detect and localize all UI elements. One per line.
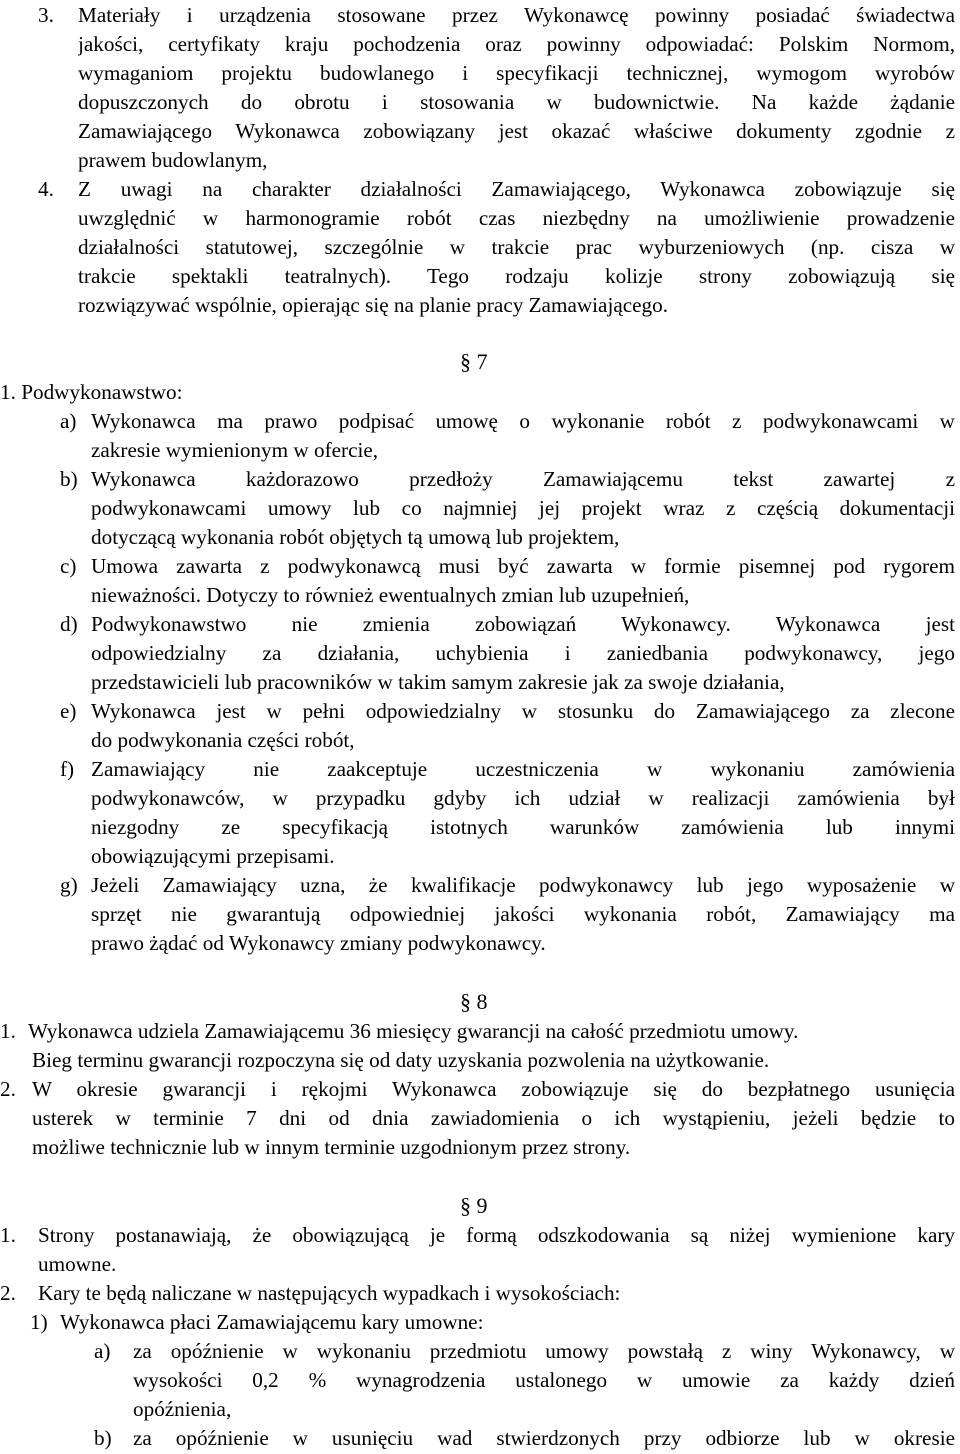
item-text-line: odpowiedzialny za działania, uchybienia i zaniedbania podwykonawcy, jego bbox=[91, 641, 955, 665]
item-text-line: wysokości 0,2 % wynagrodzenia ustalonego w umowie za każdy dzień bbox=[133, 1368, 955, 1392]
item-text-line: Materiały i urządzenia stosowane przez Wykonawcę powinny posiadać świadectwa bbox=[78, 3, 955, 27]
item-text-line: za opóźnienie w wykonaniu przedmiotu umowy powstałą z winy Wykonawcy, w bbox=[133, 1339, 955, 1363]
item-text-line: prawem budowlanym, bbox=[78, 148, 268, 172]
item-number: f) bbox=[60, 757, 75, 781]
item-text-line: podwykonawcami umowy lub co najmniej jej projekt wraz z częścią dokumentacji bbox=[91, 496, 955, 520]
item-number: e) bbox=[60, 699, 77, 723]
item-number: 1. bbox=[0, 1223, 16, 1247]
item-text-line: Podwykonawstwo nie zmienia zobowiązań Wykonawcy. Wykonawca jest bbox=[91, 612, 955, 636]
item-text-line: zakresie wymienionym w ofercie, bbox=[91, 438, 379, 462]
item-text-line: przedstawicieli lub pracowników w takim samym zakresie jak za swoje działania, bbox=[91, 670, 785, 694]
item-text-line: do podwykonania części robót, bbox=[91, 728, 355, 752]
item-number: g) bbox=[60, 873, 78, 897]
item-text-line: Wykonawca każdorazowo przedłoży Zamawiającemu tekst zawartej z bbox=[91, 467, 955, 491]
item-text-line: Bieg terminu gwarancji rozpoczyna się od daty uzyskania pozwolenia na użytkowanie. bbox=[32, 1048, 770, 1072]
item-text-line: Wykonawca płaci Zamawiającemu kary umowne: bbox=[60, 1310, 484, 1334]
item-text-line: za opóźnienie w usunięciu wad stwierdzonych przy odbiorze lub w okresie bbox=[133, 1426, 955, 1450]
section-intro: 1. Podwykonawstwo: bbox=[0, 380, 183, 404]
item-number: a) bbox=[94, 1339, 111, 1363]
item-text-line: Wykonawca jest w pełni odpowiedzialny w stosunku do Zamawiającego za zlecone bbox=[91, 699, 955, 723]
section-heading: § 9 bbox=[460, 1193, 488, 1218]
item-text-line: Kary te będą naliczane w następujących wypadkach i wysokościach: bbox=[38, 1281, 621, 1305]
section-heading: § 8 bbox=[460, 989, 488, 1014]
item-number: 1) bbox=[30, 1310, 48, 1334]
item-number: b) bbox=[94, 1426, 112, 1450]
item-text-line: usterek w terminie 7 dni od dnia zawiadomienia o ich wystąpieniu, jeżeli będzie to bbox=[32, 1106, 955, 1130]
item-text-line: podwykonawców, w przypadku gdyby ich udział w realizacji zamówienia był bbox=[91, 786, 955, 810]
item-text-line: Z uwagi na charakter działalności Zamawiającego, Wykonawca zobowiązuje się bbox=[78, 177, 955, 201]
item-text-line: rozwiązywać wspólnie, opierając się na planie pracy Zamawiającego. bbox=[78, 293, 669, 317]
item-text-line: Strony postanawiają, że obowiązującą je formą odszkodowania są niżej wymienione kary bbox=[38, 1223, 955, 1247]
item-number: 1. bbox=[0, 1019, 16, 1043]
item-number: 2. bbox=[0, 1281, 16, 1305]
item-text-line: sprzęt nie gwarantują odpowiedniej jakości wykonania robót, Zamawiający ma bbox=[91, 902, 955, 926]
item-text-line: opóźnienia, bbox=[133, 1397, 232, 1421]
item-number: 4. bbox=[38, 177, 54, 201]
item-number: 2. bbox=[0, 1077, 16, 1101]
item-text-line: Zamawiającego Wykonawca zobowiązany jest okazać właściwe dokumenty zgodnie z bbox=[78, 119, 955, 143]
item-text-line: Umowa zawarta z podwykonawcą musi być zawarta w formie pisemnej pod rygorem bbox=[91, 554, 955, 578]
item-text-line: nieważności. Dotyczy to również ewentualnych zmian lub uzupełnień, bbox=[91, 583, 690, 607]
item-text-line: Wykonawca udziela Zamawiającemu 36 miesięcy gwarancji na całość przedmiotu umowy. bbox=[28, 1019, 799, 1043]
item-text-line: dopuszczonych do obrotu i stosowania w budownictwie. Na każde żądanie bbox=[78, 90, 955, 114]
item-text-line: Zamawiający nie zaakceptuje uczestniczenia w wykonaniu zamówienia bbox=[91, 757, 955, 781]
item-text-line: prawo żądać od Wykonawcy zmiany podwykonawcy. bbox=[91, 931, 546, 955]
item-number: d) bbox=[60, 612, 78, 636]
item-text-line: możliwe technicznie lub w innym terminie uzgodnionym przez strony. bbox=[32, 1135, 631, 1159]
item-text-line: niezgodny ze specyfikacją istotnych warunków zamówienia lub innymi bbox=[91, 815, 955, 839]
item-text-line: obowiązującymi przepisami. bbox=[91, 844, 335, 868]
item-text-line: uwzględnić w harmonogramie robót czas niezbędny na umożliwienie prowadzenie bbox=[78, 206, 955, 230]
item-text-line: W okresie gwarancji i rękojmi Wykonawca zobowiązuje się do bezpłatnego usunięcia bbox=[32, 1077, 955, 1101]
section-heading: § 7 bbox=[460, 349, 488, 374]
item-text-line: jakości, certyfikaty kraju pochodzenia oraz powinny odpowiadać: Polskim Normom, bbox=[78, 32, 955, 56]
item-text-line: wymaganiom projektu budowlanego i specyfikacji technicznej, wymogom wyrobów bbox=[78, 61, 955, 85]
item-number: 3. bbox=[38, 3, 54, 27]
item-text-line: działalności statutowej, szczególnie w trakcie prac wyburzeniowych (np. cisza w bbox=[78, 235, 955, 259]
item-text-line: trakcie spektakli teatralnych). Tego rodzaju kolizje strony zobowiązują się bbox=[78, 264, 955, 288]
item-number: a) bbox=[60, 409, 77, 433]
item-text-line: Wykonawca ma prawo podpisać umowę o wykonanie robót z podwykonawcami w bbox=[91, 409, 955, 433]
item-number: c) bbox=[60, 554, 77, 578]
item-number: b) bbox=[60, 467, 78, 491]
item-text-line: umowne. bbox=[38, 1252, 117, 1276]
item-text-line: dotyczącą wykonania robót objętych tą umową lub projektem, bbox=[91, 525, 620, 549]
item-text-line: Jeżeli Zamawiający uzna, że kwalifikacje podwykonawcy lub jego wyposażenie w bbox=[91, 873, 955, 897]
